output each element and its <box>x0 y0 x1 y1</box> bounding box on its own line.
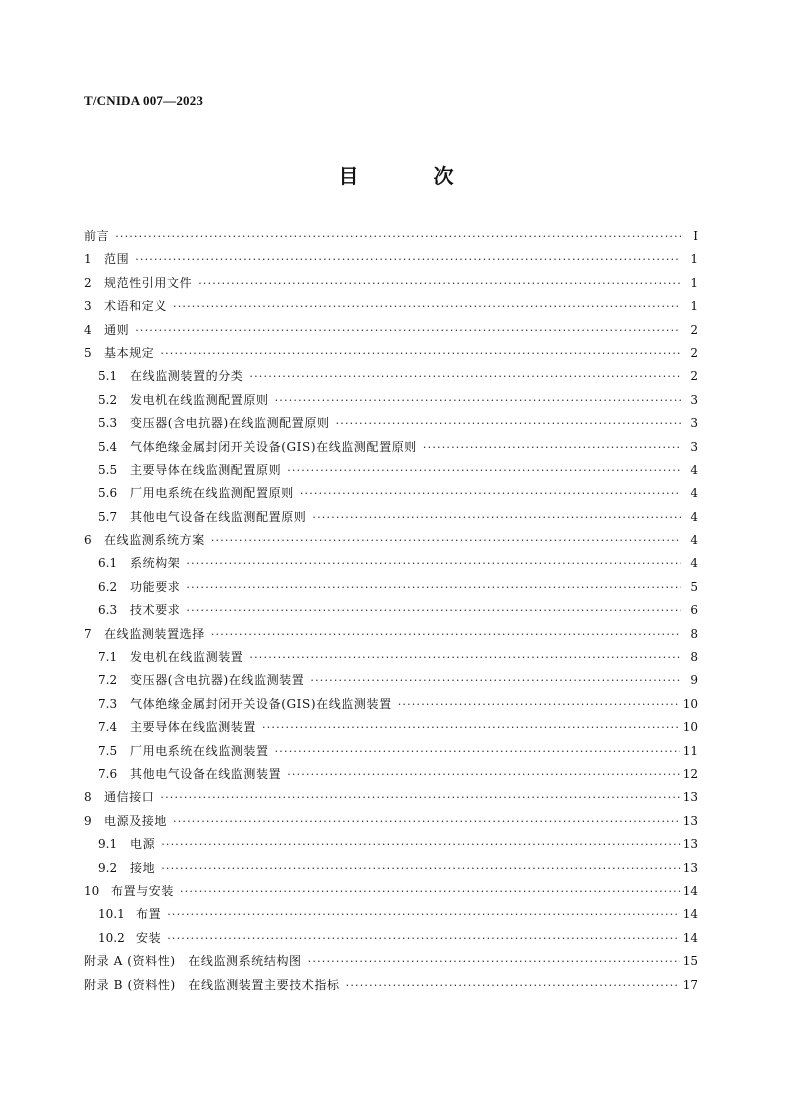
toc-entry-title: 在线监测装置选择 <box>104 626 205 641</box>
toc-leader-dots <box>249 365 681 388</box>
toc-entry[interactable] <box>84 459 698 482</box>
toc-entry-number: 5.3 <box>98 416 118 431</box>
toc-leader-dots <box>167 927 680 950</box>
toc-entry-page: 15 <box>682 954 698 969</box>
toc-leader-dots <box>312 506 681 529</box>
toc-leader-dots <box>310 669 681 692</box>
toc-entry-title: 功能要求 <box>130 579 181 594</box>
toc-entry-title: 安装 <box>136 930 162 945</box>
toc-entry[interactable] <box>84 740 698 763</box>
toc-entry-page: 2 <box>690 369 698 384</box>
toc-entry-page: 12 <box>682 766 698 781</box>
toc-entry[interactable] <box>84 412 698 435</box>
toc-entry-title: 厂用电系统在线监测配置原则 <box>130 486 294 501</box>
toc-entry[interactable] <box>84 903 698 926</box>
toc-entry-title: 布置 <box>136 907 162 922</box>
toc-entry-number: 5.1 <box>98 369 118 384</box>
toc-leader-dots <box>275 389 681 412</box>
toc-entry-page: 13 <box>682 813 698 828</box>
toc-entry-title: 其他电气设备在线监测配置原则 <box>130 509 307 524</box>
toc-entry-number: 10.1 <box>98 907 125 922</box>
toc-leader-dots <box>115 225 681 248</box>
toc-entry-title: 变压器(含电抗器)在线监测装置 <box>130 673 305 688</box>
toc-entry-page: 13 <box>682 860 698 875</box>
toc-entry-number: 5.4 <box>98 439 118 454</box>
toc-entry-page: 14 <box>682 930 698 945</box>
toc-leader-dots <box>423 436 681 459</box>
toc-entry-number: 3 <box>84 299 92 314</box>
toc-entry-page: 13 <box>682 790 698 805</box>
toc-entry-title: 厂用电系统在线监测装置 <box>130 743 269 758</box>
toc-leader-dots <box>198 272 681 295</box>
toc-entry-number: 8 <box>84 790 92 805</box>
toc-entry-title: 在线监测装置的分类 <box>130 369 244 384</box>
toc-entry-title: 变压器(含电抗器)在线监测配置原则 <box>130 416 330 431</box>
toc-leader-dots <box>211 529 681 552</box>
toc-entry-page: 8 <box>690 626 698 641</box>
toc-entry-title: 发电机在线监测装置 <box>130 650 244 665</box>
toc-entry-number: 2 <box>84 275 92 290</box>
toc-leader-dots <box>336 412 681 435</box>
toc-entry-title: 气体绝缘金属封闭开关设备(GIS)在线监测装置 <box>130 696 392 711</box>
toc-leader-dots <box>186 576 681 599</box>
toc-entry-title: 主要导体在线监测装置 <box>130 720 257 735</box>
toc-entry-title: 范围 <box>104 252 130 267</box>
toc-entry-number: 5.5 <box>98 462 118 477</box>
toc-entry-title: 通则 <box>104 322 130 337</box>
document-code: T/CNIDA 007—2023 <box>84 93 204 108</box>
toc-entry-title: 技术要求 <box>130 603 181 618</box>
toc-entry-title: 通信接口 <box>104 790 155 805</box>
toc-entry-page: 1 <box>690 275 698 290</box>
toc-entry-number: 7.4 <box>98 720 118 735</box>
toc-entry[interactable] <box>84 927 698 950</box>
toc-leader-dots <box>180 880 680 903</box>
toc-entry-number: 7 <box>84 626 92 641</box>
toc-entry-number: 7.3 <box>98 696 118 711</box>
toc-entry[interactable] <box>84 669 698 692</box>
toc-entry-page: 4 <box>690 462 698 477</box>
toc-leader-dots <box>173 295 681 318</box>
toc-entry-number: 5.2 <box>98 392 118 407</box>
toc-entry-number: 10.2 <box>98 930 125 945</box>
toc-entry[interactable] <box>84 295 698 318</box>
toc-entry[interactable] <box>84 342 698 365</box>
toc-entry-page: 4 <box>690 556 698 571</box>
toc-entry-number: 1 <box>84 252 92 267</box>
toc-entry-page: 5 <box>690 579 698 594</box>
toc-leader-dots <box>308 950 680 973</box>
toc-entry-number: 6 <box>84 533 92 548</box>
toc-entry-page: 3 <box>690 416 698 431</box>
toc-entry-number: 9 <box>84 813 92 828</box>
toc-leader-dots <box>346 974 680 997</box>
toc-entry[interactable] <box>84 646 698 669</box>
toc-leader-dots <box>161 857 680 880</box>
toc-entry[interactable] <box>84 950 698 973</box>
toc-entry-number: 6.1 <box>98 556 118 571</box>
toc-entry-page: 13 <box>682 837 698 852</box>
toc-leader-dots <box>173 810 680 833</box>
toc-entry-number: 6.2 <box>98 579 118 594</box>
toc-entry[interactable] <box>84 529 698 552</box>
toc-leader-dots <box>287 763 680 786</box>
toc-entry[interactable] <box>84 552 698 575</box>
toc-entry-page: 14 <box>682 883 698 898</box>
toc-leader-dots <box>167 903 680 926</box>
toc-entry-title: 附录 B (资料性) 在线监测装置主要技术指标 <box>84 977 340 992</box>
toc-entry[interactable] <box>84 763 698 786</box>
toc-entry-title: 主要导体在线监测配置原则 <box>130 462 282 477</box>
toc-entry-number: 9.1 <box>98 837 118 852</box>
toc-entry-title: 前言 <box>84 229 110 243</box>
toc-entry-title: 发电机在线监测配置原则 <box>130 392 269 407</box>
toc-entry-title: 术语和定义 <box>104 299 168 314</box>
toc-entry-page: 10 <box>682 720 698 735</box>
toc-leader-dots <box>160 786 679 809</box>
toc-leader-dots <box>135 248 681 271</box>
toc-leader-dots <box>160 342 681 365</box>
toc-entry-page: 4 <box>690 509 698 524</box>
toc-entry-number: 6.3 <box>98 603 118 618</box>
toc-entry[interactable] <box>84 810 698 833</box>
toc-entry-page: 3 <box>690 439 698 454</box>
toc-entry[interactable] <box>84 974 698 997</box>
toc-leader-dots <box>211 623 681 646</box>
toc-entry-page: 1 <box>690 252 698 267</box>
toc-entry-title: 布置与安装 <box>111 883 175 898</box>
toc-entry[interactable] <box>84 576 698 599</box>
toc-entry-title: 规范性引用文件 <box>104 275 193 290</box>
toc-entry-number: 7.6 <box>98 766 118 781</box>
toc-entry[interactable] <box>84 365 698 388</box>
toc-leader-dots <box>398 693 680 716</box>
toc-entry[interactable] <box>84 389 698 412</box>
toc-leader-dots <box>186 599 681 622</box>
toc-entry-page: 4 <box>690 486 698 501</box>
toc-leader-dots <box>161 833 680 856</box>
toc-leader-dots <box>262 716 680 739</box>
toc-entry[interactable] <box>84 248 698 271</box>
toc-entry-number: 4 <box>84 322 92 337</box>
toc-entry[interactable] <box>84 436 698 459</box>
toc-entry-page: 14 <box>682 907 698 922</box>
toc-entry-title: 基本规定 <box>104 345 155 360</box>
toc-entry-number: 10 <box>84 883 100 898</box>
toc-entry-title: 其他电气设备在线监测装置 <box>130 766 282 781</box>
toc-entry[interactable] <box>84 319 698 342</box>
toc-entry-number: 5 <box>84 345 92 360</box>
toc-entry-page: 2 <box>690 345 698 360</box>
toc-entry-number: 7.1 <box>98 650 118 665</box>
toc-entry-page: 2 <box>690 322 698 337</box>
toc-leader-dots <box>249 646 681 669</box>
toc-entry-page: 11 <box>682 743 698 758</box>
toc-entry[interactable] <box>84 693 698 716</box>
toc-entry[interactable] <box>84 506 698 529</box>
toc-entry-title: 电源 <box>130 837 156 852</box>
toc-entry-number: 7.2 <box>98 673 118 688</box>
toc-entry[interactable] <box>84 272 698 295</box>
toc-entry[interactable] <box>84 880 698 903</box>
toc-entry-page: 10 <box>682 696 698 711</box>
toc-entry-page: 3 <box>690 392 698 407</box>
toc-entry-title: 在线监测系统方案 <box>104 533 205 548</box>
toc-entry-page: I <box>693 229 698 243</box>
toc-entry-number: 5.6 <box>98 486 118 501</box>
toc-entry[interactable] <box>84 716 698 739</box>
toc-leader-dots <box>135 319 681 342</box>
toc-entry-title: 接地 <box>130 860 156 875</box>
table-of-contents <box>84 225 698 997</box>
toc-leader-dots <box>275 740 680 763</box>
toc-entry-title: 电源及接地 <box>104 813 168 828</box>
toc-entry-page: 8 <box>690 650 698 665</box>
toc-leader-dots <box>300 482 681 505</box>
toc-entry-title: 气体绝缘金属封闭开关设备(GIS)在线监测配置原则 <box>130 439 417 454</box>
toc-title: 目 次 <box>338 164 488 188</box>
toc-entry-page: 4 <box>690 533 698 548</box>
toc-entry-page: 17 <box>682 977 698 992</box>
toc-leader-dots <box>186 552 681 575</box>
toc-entry-number: 7.5 <box>98 743 118 758</box>
toc-entry[interactable] <box>84 623 698 646</box>
toc-entry[interactable] <box>84 482 698 505</box>
toc-leader-dots <box>287 459 681 482</box>
toc-entry-page: 6 <box>690 603 698 618</box>
toc-entry[interactable] <box>84 599 698 622</box>
toc-entry[interactable] <box>84 833 698 856</box>
toc-entry-title: 系统构架 <box>130 556 181 571</box>
toc-entry[interactable] <box>84 857 698 880</box>
toc-entry[interactable] <box>84 786 698 809</box>
toc-entry-page: 1 <box>690 299 698 314</box>
toc-entry-number: 5.7 <box>98 509 118 524</box>
toc-entry-page: 9 <box>690 673 698 688</box>
toc-entry[interactable] <box>84 225 698 248</box>
toc-entry-number: 9.2 <box>98 860 118 875</box>
toc-entry-title: 附录 A (资料性) 在线监测系统结构图 <box>84 954 302 969</box>
